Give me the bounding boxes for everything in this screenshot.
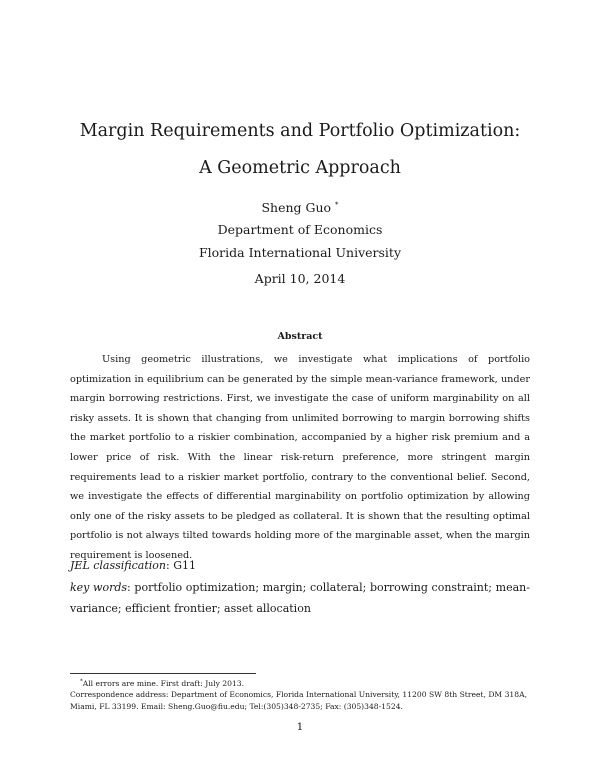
page-number: 1 — [296, 721, 304, 733]
author-line — [0, 200, 600, 215]
author-name: Sheng Guo — [261, 200, 332, 215]
footnote-text-1: All errors are mine. First draft: July 2013. — [82, 678, 245, 688]
jel-label: JEL classification — [70, 559, 166, 572]
footnote-first-line — [70, 679, 244, 688]
abstract-heading: Abstract — [277, 331, 323, 342]
footnote-text-2[interactable]: Correspondence address: Department of Economics, Florida International University, 11200 SW 8th Street, DM 318A, Miami, FL 33199. Email: Sheng.Guo@fiu.edu; Tel:(305)348-2735; Fax: (305)348-1524. — [70, 690, 527, 711]
footnote-divider — [70, 673, 256, 674]
author-department: Department of Economics — [217, 222, 383, 237]
paper-date: April 10, 2014 — [254, 271, 346, 286]
abstract-body: Using geometric illustrations, we investigate what implications of portfolio optimization in equilibrium can be generated by the simple mean-variance framework, under margin borrowing restrictions. First, we investigate the case of uniform marginability on all risky assets. It is shown that changing from unlimited borrowing to margin borrowing shifts the market portfolio to a riskier combination, accompanied by a higher risk premium and a lower price of risk. With the linear risk-return preference, more stringent margin requirements lead to a riskier market portfolio, contrary to the conventional belief. Second, we investigate the effects of differential marginability on portfolio optimization by allowing only one of the risky assets to be pledged as collateral. It is shown that the resulting optimal portfolio is not always tilted towards holding more of the marginable asset, when the margin requirement is loosened. — [70, 354, 530, 561]
keywords-value: : portfolio optimization; margin; collateral; borrowing constraint; mean-variance; efficient frontier; asset allocation — [70, 581, 530, 615]
author-university: Florida International University — [198, 245, 402, 260]
keywords — [70, 578, 530, 619]
author-footnote-marker[interactable]: * — [335, 200, 339, 209]
paper-title-line-1: Margin Requirements and Portfolio Optimization: — [79, 121, 521, 141]
footnote — [70, 676, 532, 712]
keywords-label: key words — [70, 581, 128, 594]
jel-classification — [70, 559, 196, 572]
jel-value: : G11 — [166, 559, 196, 572]
paper-title-line-2: A Geometric Approach — [199, 158, 401, 178]
footnote-marker: * — [80, 678, 83, 684]
